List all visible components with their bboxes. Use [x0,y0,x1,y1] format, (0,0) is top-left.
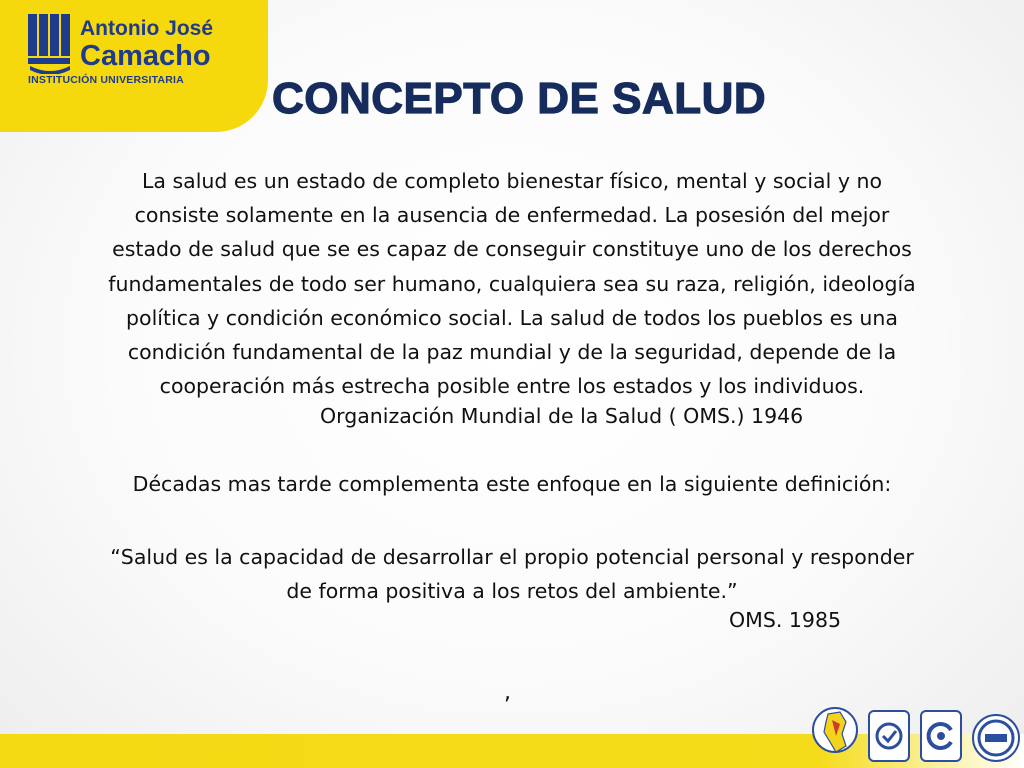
certification-badges [812,702,1020,762]
slide-title: CONCEPTO DE SALUD [272,74,767,123]
definition-paragraph [30,164,994,403]
paragraph-line: condición fundamental de la paz mundial y de la seguridad, depende de la [127,340,897,365]
quality-mark-icon [926,721,956,751]
logo-name-line1: Antonio José [80,17,214,40]
complement-paragraph: Décadas mas tarde complementa este enfoque en la siguiente definición: [132,472,892,496]
logo-subtitle: INSTITUCIÓN UNIVERSITARIA [28,74,184,86]
colombia-map-seal-icon [812,702,858,762]
paragraph-line: La salud es un estado de completo bienestar físico, mental y social y no [141,169,883,193]
quote-line: de forma positiva a los retos del ambiente.” [286,579,738,604]
institution-logo-panel [0,0,268,132]
certification-mark-icon [874,721,904,751]
iqnet-seal-icon [972,714,1020,762]
logo-name-line2: Camacho [80,40,211,72]
attribution-oms-1946: Organización Mundial de la Salud ( OMS.) 1946 [320,404,804,428]
paragraph-line: política y condición económico social. La salud de todos los pueblos es una [126,305,898,330]
paragraph-line: consiste solamente en la ausencia de enfermedad. La posesión del mejor [134,203,890,228]
attribution-oms-1985: OMS. 1985 [729,608,842,632]
certification-badge-icon [868,710,910,762]
quote-line: “Salud es la capacidad de desarrollar el propio potencial personal y responder [110,545,914,569]
iqnet-mark-icon [976,718,1016,758]
quality-seal-icon [920,710,962,762]
paragraph-line: cooperación más estrecha posible entre los estados y los individuos. [159,374,865,399]
paragraph-line: fundamentales de todo ser humano, cualquiera sea su raza, religión, ideología [108,271,916,296]
university-logo-icon [28,14,72,74]
stray-comma: , [504,680,511,705]
paragraph-line: estado de salud que se es capaz de conseguir constituye uno de los derechos [112,237,912,262]
definition-quote [20,540,1004,608]
